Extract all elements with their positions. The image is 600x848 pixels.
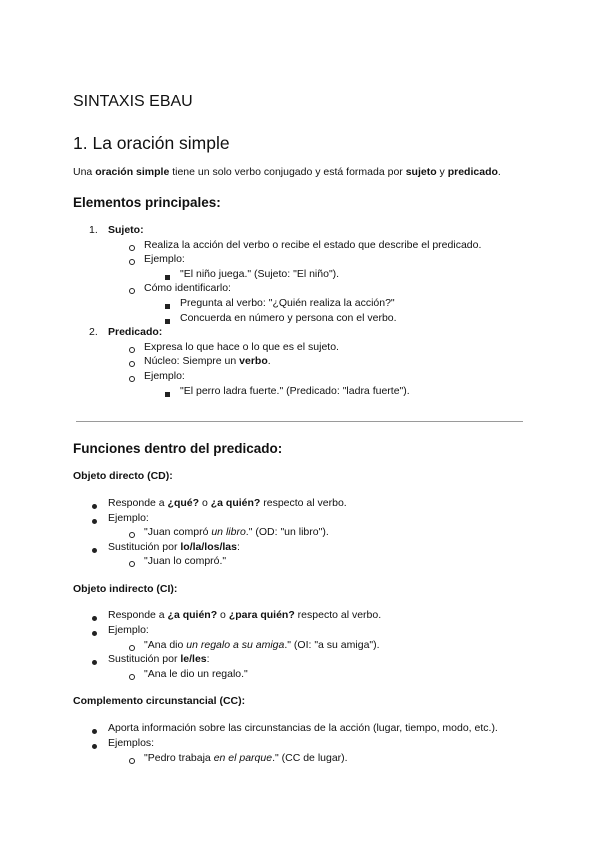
list-item: Responde a ¿qué? o ¿a quién? respecto al verbo.	[108, 497, 347, 509]
list-item: Ejemplo:	[144, 253, 185, 265]
circle-bullet-icon	[129, 285, 135, 297]
list-item: "Ana le dio un regalo."	[144, 668, 248, 680]
list-item: Sustitución por lo/la/los/las:	[108, 541, 240, 553]
list-number: 2.	[89, 326, 98, 338]
list-item: Realiza la acción del verbo o recibe el estado que describe el predicado.	[144, 239, 482, 251]
disc-bullet-icon	[92, 627, 97, 639]
disc-bullet-icon	[92, 544, 97, 556]
disc-bullet-icon	[92, 500, 97, 512]
list-item: Expresa lo que hace o lo que es el sujeto.	[144, 341, 339, 353]
list-item: Ejemplo:	[108, 624, 149, 636]
list-item: "Juan lo compró."	[144, 555, 227, 567]
list-item: Cómo identificarlo:	[144, 282, 231, 294]
list-number: 1.	[89, 224, 98, 236]
disc-bullet-icon	[92, 740, 97, 752]
circle-bullet-icon	[129, 256, 135, 268]
cc-heading: Complemento circunstancial (CC):	[73, 695, 246, 707]
list-item: Pregunta al verbo: "¿Quién realiza la acción?"	[180, 297, 395, 309]
circle-bullet-icon	[129, 242, 135, 254]
disc-bullet-icon	[92, 656, 97, 668]
square-bullet-icon	[165, 388, 170, 400]
square-bullet-icon	[165, 300, 170, 312]
circle-bullet-icon	[129, 755, 135, 767]
document-title: SINTAXIS EBAU	[73, 93, 193, 110]
list-item: Ejemplos:	[108, 737, 155, 749]
list-item: Sustitución por le/les:	[108, 653, 210, 665]
circle-bullet-icon	[129, 529, 135, 541]
section-heading-oracion-simple: 1. La oración simple	[73, 133, 230, 153]
list-item: "Ana dio un regalo a su amiga." (OI: "a su amiga").	[144, 639, 380, 651]
circle-bullet-icon	[129, 344, 135, 356]
disc-bullet-icon	[92, 612, 97, 624]
list-item: Concuerda en número y persona con el verbo.	[180, 312, 397, 324]
disc-bullet-icon	[92, 725, 97, 737]
cd-heading: Objeto directo (CD):	[73, 470, 173, 482]
list-item: "El perro ladra fuerte." (Predicado: "ladra fuerte").	[180, 385, 410, 397]
circle-bullet-icon	[129, 558, 135, 570]
funciones-heading: Funciones dentro del predicado:	[73, 441, 283, 456]
disc-bullet-icon	[92, 515, 97, 527]
horizontal-divider	[76, 421, 523, 422]
ci-heading: Objeto indirecto (CI):	[73, 583, 178, 595]
list-item: Ejemplo:	[144, 370, 185, 382]
circle-bullet-icon	[129, 671, 135, 683]
list-item: "Pedro trabaja en el parque." (CC de lugar).	[144, 752, 348, 764]
sujeto-label: Sujeto:	[108, 224, 144, 236]
list-item: Ejemplo:	[108, 512, 149, 524]
list-item: "El niño juega." (Sujeto: "El niño").	[180, 268, 340, 280]
predicado-label: Predicado:	[108, 326, 163, 338]
elementos-heading: Elementos principales:	[73, 195, 221, 210]
circle-bullet-icon	[129, 373, 135, 385]
list-item: Núcleo: Siempre un verbo.	[144, 355, 271, 367]
list-item: "Juan compró un libro." (OD: "un libro").	[144, 526, 329, 538]
intro-paragraph: Una oración simple tiene un solo verbo conjugado y está formada por sujeto y predicado.	[73, 166, 501, 178]
list-item: Aporta información sobre las circunstancias de la acción (lugar, tiempo, modo, etc.).	[108, 722, 498, 734]
list-item: Responde a ¿a quién? o ¿para quién? respecto al verbo.	[108, 609, 382, 621]
square-bullet-icon	[165, 315, 170, 327]
circle-bullet-icon	[129, 358, 135, 370]
